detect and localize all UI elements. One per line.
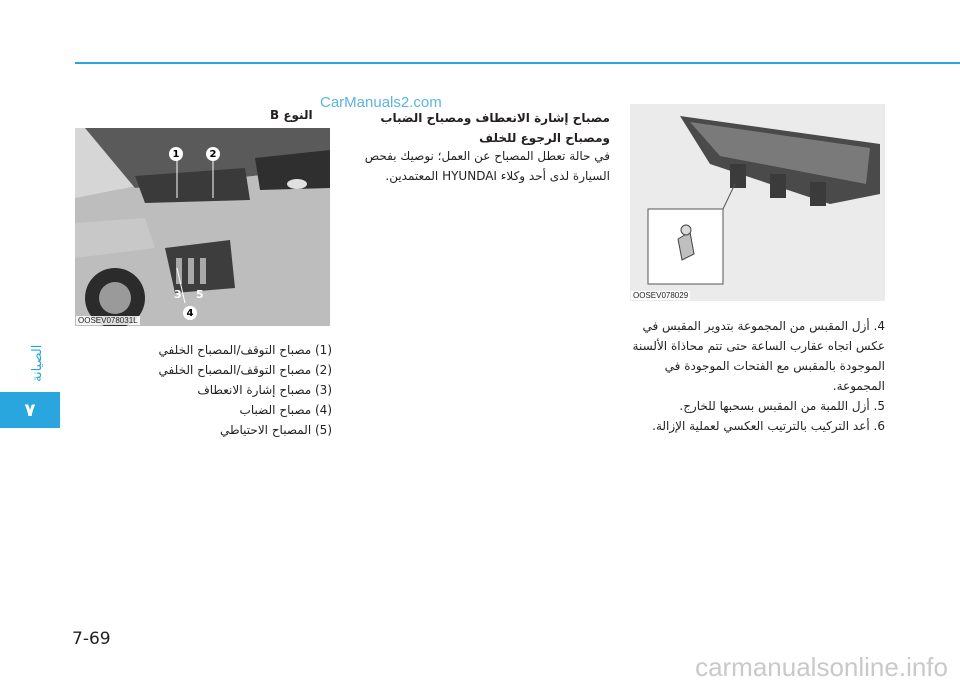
step-item: 4. أزل المقبس من المجموعة بتدوير المقبس في عكس اتجاه عقارب الساعة حتى تتم محاذاة الألسنة الموجودة بالمقبس مع الفتحات الموجودة في المجموعة. [632,319,885,393]
header-rule [75,62,960,64]
lamp-socket-illustration [630,104,885,301]
legend-item: (2) مصباح التوقف/المصباح الخلفي [158,363,332,377]
legend-item: (1) مصباح التوقف/المصباح الخلفي [158,343,332,357]
legend-item: (5) المصباح الاحتياطي [219,423,332,437]
lamp-socket-figure [630,104,885,301]
section-type-label: النوع B [270,108,313,122]
figure-legend [102,340,332,440]
legend-item: (3) مصباح إشارة الانعطاف [197,383,332,397]
section-heading: مصباح إشارة الانعطاف ومصباح الضباب ومصباح الرجوع للخلف [380,111,610,145]
callout-3: 3 [174,288,182,301]
watermark: CarManuals2.com [320,94,442,111]
page-number: 7-69 [72,629,111,649]
section-side-title: الصيانة [30,344,45,382]
callout-1: 1 [169,147,183,161]
figure-code: OOSEV078031L [78,316,138,325]
figure-code: OOSEV078029 [633,291,689,300]
legend-item: (4) مصباح الضباب [239,403,332,417]
procedure-steps [625,316,885,436]
car-rear-figure [75,128,330,326]
callout-5: 5 [196,288,204,301]
step-item: 5. أزل اللمبة من المقبس بسحبها للخارج. [679,399,885,413]
step-item: 6. أعد التركيب بالترتيب العكسي لعملية الإزالة. [652,419,885,433]
footer-watermark: carmanualsonline.info [695,652,948,682]
chapter-tab: ٧ [0,392,60,428]
callout-4: 4 [183,306,197,320]
section-paragraph: في حالة تعطل المصباح عن العمل؛ نوصيك بفحص السيارة لدى أحد وكلاء HYUNDAI المعتمدين. [364,149,610,183]
callout-2: 2 [206,147,220,161]
